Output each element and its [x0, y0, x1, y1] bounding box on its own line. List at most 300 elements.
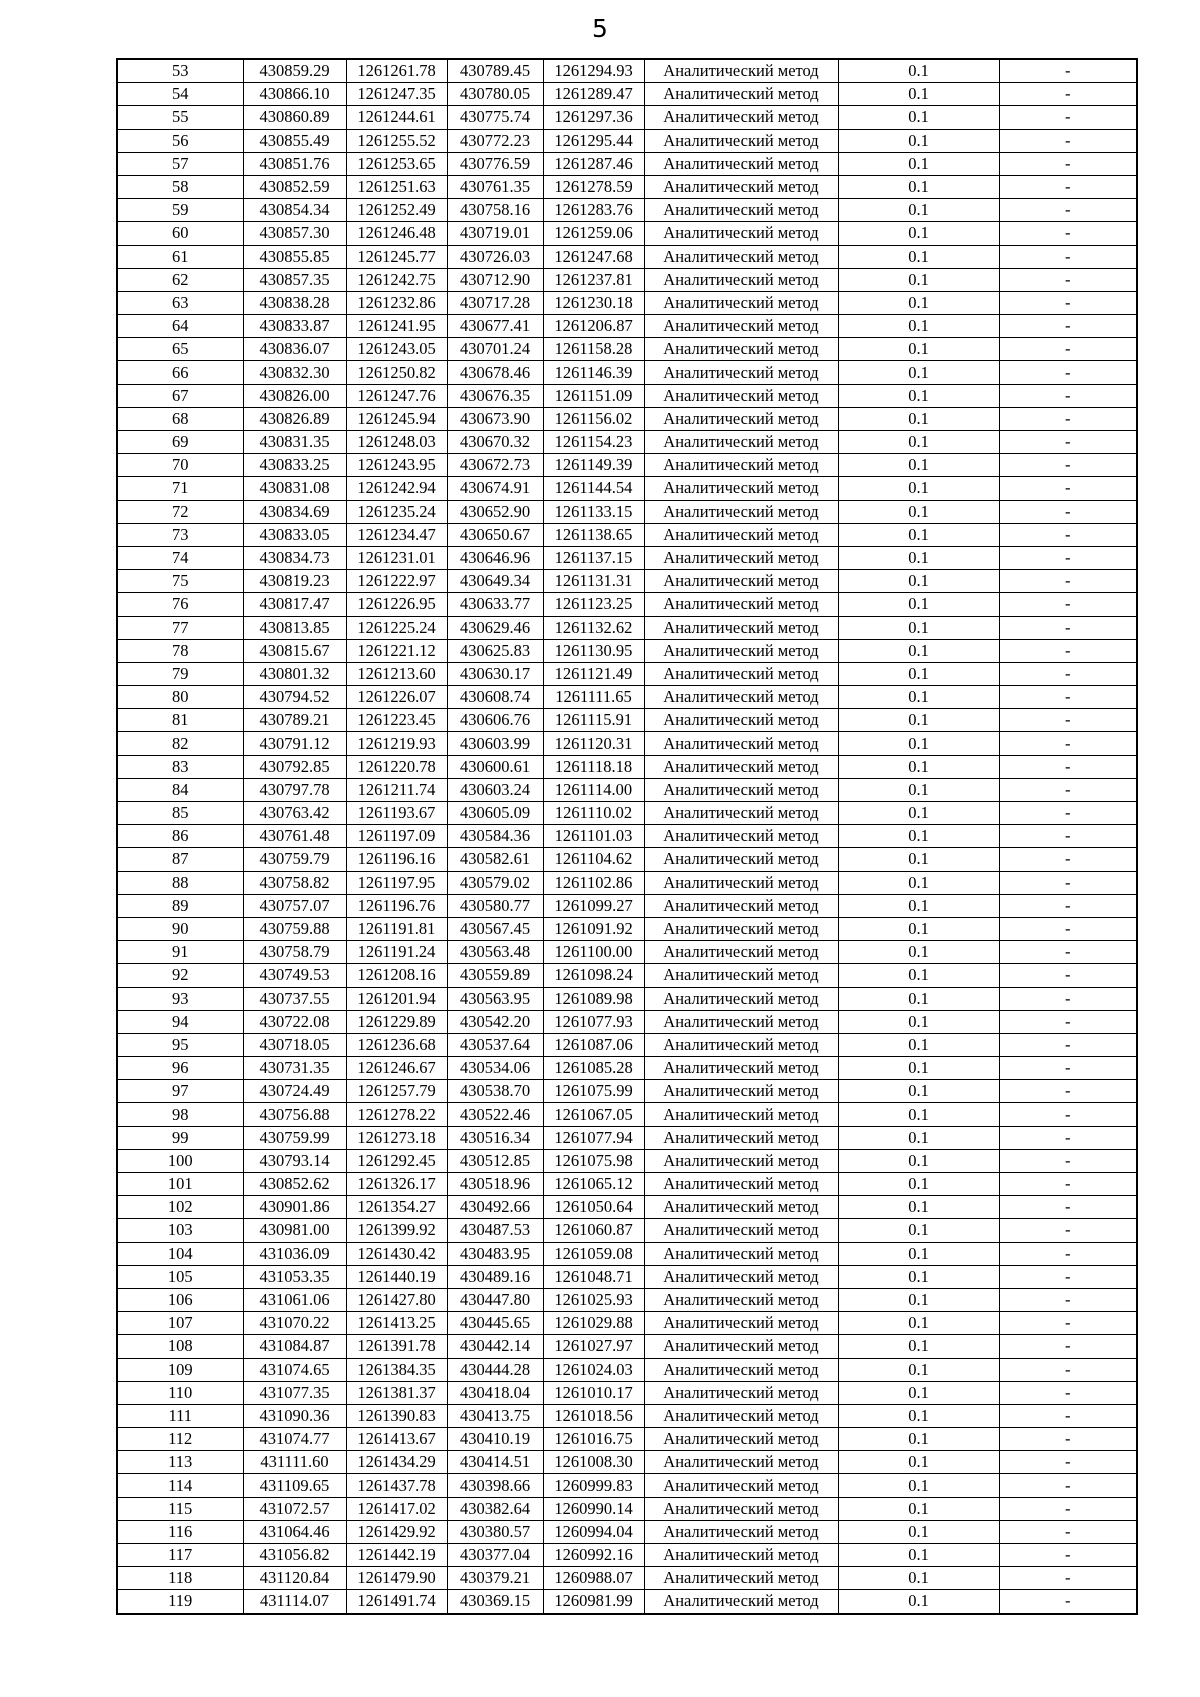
cell-y-coordinate: 1261247.35 — [346, 83, 447, 106]
cell-y-coordinate: 1261246.67 — [346, 1057, 447, 1080]
cell-point-number: 98 — [117, 1103, 243, 1126]
cell-x2-coordinate: 430563.95 — [447, 987, 543, 1010]
cell-method: Аналитический метод — [644, 268, 838, 291]
cell-note: - — [999, 1196, 1137, 1219]
cell-point-number: 78 — [117, 639, 243, 662]
cell-y2-coordinate: 1261075.99 — [543, 1080, 644, 1103]
cell-y2-coordinate: 1261010.17 — [543, 1381, 644, 1404]
cell-y2-coordinate: 1261230.18 — [543, 291, 644, 314]
cell-point-number: 81 — [117, 709, 243, 732]
cell-method: Аналитический метод — [644, 1126, 838, 1149]
cell-method: Аналитический метод — [644, 778, 838, 801]
cell-method: Аналитический метод — [644, 1312, 838, 1335]
cell-accuracy: 0.1 — [838, 407, 999, 430]
cell-x-coordinate: 430718.05 — [243, 1033, 346, 1056]
cell-accuracy: 0.1 — [838, 686, 999, 709]
cell-note: - — [999, 245, 1137, 268]
table-row — [117, 755, 1137, 778]
cell-note: - — [999, 1404, 1137, 1427]
cell-accuracy: 0.1 — [838, 1520, 999, 1543]
cell-method: Аналитический метод — [644, 802, 838, 825]
cell-x-coordinate: 430832.30 — [243, 361, 346, 384]
cell-accuracy: 0.1 — [838, 1451, 999, 1474]
cell-x2-coordinate: 430674.91 — [447, 477, 543, 500]
cell-y2-coordinate: 1261247.68 — [543, 245, 644, 268]
cell-x-coordinate: 431114.07 — [243, 1590, 346, 1614]
cell-y-coordinate: 1261242.94 — [346, 477, 447, 500]
cell-x2-coordinate: 430629.46 — [447, 616, 543, 639]
cell-accuracy: 0.1 — [838, 802, 999, 825]
cell-point-number: 96 — [117, 1057, 243, 1080]
cell-y2-coordinate: 1261144.54 — [543, 477, 644, 500]
cell-point-number: 77 — [117, 616, 243, 639]
cell-point-number: 83 — [117, 755, 243, 778]
cell-y-coordinate: 1261250.82 — [346, 361, 447, 384]
cell-x2-coordinate: 430582.61 — [447, 848, 543, 871]
cell-x-coordinate: 430855.49 — [243, 129, 346, 152]
cell-note: - — [999, 778, 1137, 801]
cell-note: - — [999, 523, 1137, 546]
cell-point-number: 80 — [117, 686, 243, 709]
cell-note: - — [999, 1219, 1137, 1242]
table-row — [117, 778, 1137, 801]
cell-note: - — [999, 338, 1137, 361]
cell-point-number: 110 — [117, 1381, 243, 1404]
cell-x-coordinate: 431111.60 — [243, 1451, 346, 1474]
cell-y2-coordinate: 1261087.06 — [543, 1033, 644, 1056]
cell-accuracy: 0.1 — [838, 1080, 999, 1103]
cell-note: - — [999, 1010, 1137, 1033]
cell-y-coordinate: 1261384.35 — [346, 1358, 447, 1381]
cell-method: Аналитический метод — [644, 1196, 838, 1219]
cell-point-number: 57 — [117, 152, 243, 175]
cell-x2-coordinate: 430789.45 — [447, 59, 543, 83]
cell-x2-coordinate: 430559.89 — [447, 964, 543, 987]
cell-accuracy: 0.1 — [838, 1219, 999, 1242]
table-row — [117, 848, 1137, 871]
cell-note: - — [999, 1567, 1137, 1590]
cell-y2-coordinate: 1261287.46 — [543, 152, 644, 175]
cell-note: - — [999, 361, 1137, 384]
cell-note: - — [999, 1057, 1137, 1080]
table-row — [117, 1057, 1137, 1080]
cell-point-number: 89 — [117, 894, 243, 917]
cell-point-number: 92 — [117, 964, 243, 987]
cell-accuracy: 0.1 — [838, 175, 999, 198]
cell-point-number: 73 — [117, 523, 243, 546]
cell-method: Аналитический метод — [644, 1149, 838, 1172]
cell-x-coordinate: 430838.28 — [243, 291, 346, 314]
cell-y-coordinate: 1261197.09 — [346, 825, 447, 848]
cell-x-coordinate: 430789.21 — [243, 709, 346, 732]
cell-accuracy: 0.1 — [838, 1149, 999, 1172]
cell-y-coordinate: 1261223.45 — [346, 709, 447, 732]
cell-y2-coordinate: 1261137.15 — [543, 546, 644, 569]
table-row — [117, 894, 1137, 917]
cell-x2-coordinate: 430563.48 — [447, 941, 543, 964]
cell-y2-coordinate: 1261133.15 — [543, 500, 644, 523]
cell-y2-coordinate: 1261060.87 — [543, 1219, 644, 1242]
table-row — [117, 291, 1137, 314]
table-row — [117, 709, 1137, 732]
cell-x-coordinate: 430834.69 — [243, 500, 346, 523]
cell-accuracy: 0.1 — [838, 1567, 999, 1590]
cell-y2-coordinate: 1261146.39 — [543, 361, 644, 384]
cell-accuracy: 0.1 — [838, 917, 999, 940]
cell-x-coordinate: 430817.47 — [243, 593, 346, 616]
cell-note: - — [999, 1173, 1137, 1196]
cell-note: - — [999, 709, 1137, 732]
cell-x2-coordinate: 430761.35 — [447, 175, 543, 198]
cell-method: Аналитический метод — [644, 848, 838, 871]
cell-accuracy: 0.1 — [838, 1010, 999, 1033]
table-row — [117, 570, 1137, 593]
cell-point-number: 109 — [117, 1358, 243, 1381]
cell-point-number: 86 — [117, 825, 243, 848]
cell-y-coordinate: 1261208.16 — [346, 964, 447, 987]
cell-point-number: 94 — [117, 1010, 243, 1033]
cell-method: Аналитический метод — [644, 1404, 838, 1427]
cell-accuracy: 0.1 — [838, 129, 999, 152]
cell-method: Аналитический метод — [644, 523, 838, 546]
cell-accuracy: 0.1 — [838, 593, 999, 616]
cell-x2-coordinate: 430775.74 — [447, 106, 543, 129]
cell-method: Аналитический метод — [644, 245, 838, 268]
cell-note: - — [999, 454, 1137, 477]
cell-y2-coordinate: 1261111.65 — [543, 686, 644, 709]
cell-y2-coordinate: 1260990.14 — [543, 1497, 644, 1520]
table-row — [117, 199, 1137, 222]
cell-accuracy: 0.1 — [838, 1242, 999, 1265]
cell-method: Аналитический метод — [644, 1057, 838, 1080]
cell-y-coordinate: 1261191.81 — [346, 917, 447, 940]
cell-y2-coordinate: 1261098.24 — [543, 964, 644, 987]
cell-method: Аналитический метод — [644, 199, 838, 222]
cell-method: Аналитический метод — [644, 825, 838, 848]
table-row — [117, 245, 1137, 268]
cell-x2-coordinate: 430369.15 — [447, 1590, 543, 1614]
table-row — [117, 1520, 1137, 1543]
cell-x2-coordinate: 430603.24 — [447, 778, 543, 801]
cell-point-number: 85 — [117, 802, 243, 825]
cell-accuracy: 0.1 — [838, 1126, 999, 1149]
table-row — [117, 1103, 1137, 1126]
cell-method: Аналитический метод — [644, 1497, 838, 1520]
cell-point-number: 115 — [117, 1497, 243, 1520]
cell-x2-coordinate: 430537.64 — [447, 1033, 543, 1056]
table-row — [117, 1080, 1137, 1103]
cell-x2-coordinate: 430678.46 — [447, 361, 543, 384]
cell-y2-coordinate: 1260988.07 — [543, 1567, 644, 1590]
cell-x2-coordinate: 430772.23 — [447, 129, 543, 152]
cell-point-number: 118 — [117, 1567, 243, 1590]
cell-x-coordinate: 430819.23 — [243, 570, 346, 593]
cell-y2-coordinate: 1261027.97 — [543, 1335, 644, 1358]
cell-accuracy: 0.1 — [838, 1103, 999, 1126]
cell-y2-coordinate: 1261121.49 — [543, 662, 644, 685]
table-row — [117, 1335, 1137, 1358]
cell-point-number: 113 — [117, 1451, 243, 1474]
cell-accuracy: 0.1 — [838, 106, 999, 129]
cell-note: - — [999, 732, 1137, 755]
cell-point-number: 72 — [117, 500, 243, 523]
cell-note: - — [999, 477, 1137, 500]
cell-accuracy: 0.1 — [838, 245, 999, 268]
cell-accuracy: 0.1 — [838, 83, 999, 106]
cell-y2-coordinate: 1261151.09 — [543, 384, 644, 407]
cell-x2-coordinate: 430584.36 — [447, 825, 543, 848]
cell-accuracy: 0.1 — [838, 1173, 999, 1196]
cell-y-coordinate: 1261391.78 — [346, 1335, 447, 1358]
cell-x2-coordinate: 430603.99 — [447, 732, 543, 755]
cell-x-coordinate: 430834.73 — [243, 546, 346, 569]
cell-note: - — [999, 987, 1137, 1010]
table-row — [117, 384, 1137, 407]
cell-x2-coordinate: 430542.20 — [447, 1010, 543, 1033]
cell-note: - — [999, 570, 1137, 593]
table-row — [117, 1474, 1137, 1497]
cell-method: Аналитический метод — [644, 1335, 838, 1358]
cell-x-coordinate: 430759.88 — [243, 917, 346, 940]
table-row — [117, 315, 1137, 338]
cell-accuracy: 0.1 — [838, 1358, 999, 1381]
cell-x2-coordinate: 430492.66 — [447, 1196, 543, 1219]
cell-y2-coordinate: 1261237.81 — [543, 268, 644, 291]
cell-y-coordinate: 1261241.95 — [346, 315, 447, 338]
cell-y2-coordinate: 1261278.59 — [543, 175, 644, 198]
cell-accuracy: 0.1 — [838, 431, 999, 454]
cell-x2-coordinate: 430516.34 — [447, 1126, 543, 1149]
cell-x2-coordinate: 430672.73 — [447, 454, 543, 477]
cell-x-coordinate: 430815.67 — [243, 639, 346, 662]
cell-x-coordinate: 430859.29 — [243, 59, 346, 83]
cell-accuracy: 0.1 — [838, 1428, 999, 1451]
cell-x-coordinate: 430797.78 — [243, 778, 346, 801]
cell-note: - — [999, 1265, 1137, 1288]
cell-note: - — [999, 1544, 1137, 1567]
cell-accuracy: 0.1 — [838, 477, 999, 500]
cell-x-coordinate: 430852.62 — [243, 1173, 346, 1196]
cell-y-coordinate: 1261261.78 — [346, 59, 447, 83]
cell-y2-coordinate: 1261118.18 — [543, 755, 644, 778]
cell-method: Аналитический метод — [644, 500, 838, 523]
cell-y2-coordinate: 1260994.04 — [543, 1520, 644, 1543]
cell-y2-coordinate: 1261156.02 — [543, 407, 644, 430]
cell-x-coordinate: 430731.35 — [243, 1057, 346, 1080]
cell-y2-coordinate: 1261048.71 — [543, 1265, 644, 1288]
cell-x-coordinate: 430826.89 — [243, 407, 346, 430]
page-number: 5 — [592, 14, 608, 43]
cell-y2-coordinate: 1261259.06 — [543, 222, 644, 245]
cell-x2-coordinate: 430413.75 — [447, 1404, 543, 1427]
cell-x-coordinate: 431074.77 — [243, 1428, 346, 1451]
cell-y2-coordinate: 1261100.00 — [543, 941, 644, 964]
cell-method: Аналитический метод — [644, 546, 838, 569]
cell-x-coordinate: 431070.22 — [243, 1312, 346, 1335]
cell-method: Аналитический метод — [644, 1474, 838, 1497]
cell-point-number: 79 — [117, 662, 243, 685]
table-body — [117, 59, 1137, 1614]
cell-x2-coordinate: 430445.65 — [447, 1312, 543, 1335]
cell-x2-coordinate: 430608.74 — [447, 686, 543, 709]
cell-point-number: 63 — [117, 291, 243, 314]
cell-y-coordinate: 1261235.24 — [346, 500, 447, 523]
table-row — [117, 1219, 1137, 1242]
cell-x-coordinate: 431064.46 — [243, 1520, 346, 1543]
cell-note: - — [999, 964, 1137, 987]
cell-point-number: 59 — [117, 199, 243, 222]
cell-x2-coordinate: 430650.67 — [447, 523, 543, 546]
cell-x-coordinate: 430724.49 — [243, 1080, 346, 1103]
cell-x2-coordinate: 430444.28 — [447, 1358, 543, 1381]
cell-method: Аналитический метод — [644, 686, 838, 709]
cell-note: - — [999, 1335, 1137, 1358]
cell-y2-coordinate: 1261294.93 — [543, 59, 644, 83]
cell-x-coordinate: 430791.12 — [243, 732, 346, 755]
cell-x-coordinate: 431120.84 — [243, 1567, 346, 1590]
cell-y-coordinate: 1261242.75 — [346, 268, 447, 291]
cell-point-number: 76 — [117, 593, 243, 616]
cell-point-number: 99 — [117, 1126, 243, 1149]
table-row — [117, 500, 1137, 523]
table-row — [117, 454, 1137, 477]
cell-x2-coordinate: 430726.03 — [447, 245, 543, 268]
cell-point-number: 91 — [117, 941, 243, 964]
cell-y2-coordinate: 1261283.76 — [543, 199, 644, 222]
cell-y-coordinate: 1261413.67 — [346, 1428, 447, 1451]
cell-y-coordinate: 1261292.45 — [346, 1149, 447, 1172]
cell-x2-coordinate: 430377.04 — [447, 1544, 543, 1567]
cell-method: Аналитический метод — [644, 1010, 838, 1033]
cell-x-coordinate: 430758.82 — [243, 871, 346, 894]
cell-y2-coordinate: 1261077.94 — [543, 1126, 644, 1149]
cell-y2-coordinate: 1261075.98 — [543, 1149, 644, 1172]
cell-x-coordinate: 430854.34 — [243, 199, 346, 222]
cell-x-coordinate: 430826.00 — [243, 384, 346, 407]
cell-y-coordinate: 1261247.76 — [346, 384, 447, 407]
cell-y-coordinate: 1261253.65 — [346, 152, 447, 175]
cell-method: Аналитический метод — [644, 1428, 838, 1451]
cell-y2-coordinate: 1261297.36 — [543, 106, 644, 129]
cell-note: - — [999, 848, 1137, 871]
cell-note: - — [999, 129, 1137, 152]
cell-note: - — [999, 152, 1137, 175]
cell-y-coordinate: 1261191.24 — [346, 941, 447, 964]
table-row — [117, 871, 1137, 894]
cell-method: Аналитический метод — [644, 1590, 838, 1614]
cell-y2-coordinate: 1261130.95 — [543, 639, 644, 662]
cell-accuracy: 0.1 — [838, 755, 999, 778]
cell-x-coordinate: 430852.59 — [243, 175, 346, 198]
cell-accuracy: 0.1 — [838, 338, 999, 361]
cell-x2-coordinate: 430719.01 — [447, 222, 543, 245]
cell-accuracy: 0.1 — [838, 1265, 999, 1288]
cell-point-number: 54 — [117, 83, 243, 106]
cell-x-coordinate: 430758.79 — [243, 941, 346, 964]
cell-accuracy: 0.1 — [838, 987, 999, 1010]
cell-y2-coordinate: 1261025.93 — [543, 1288, 644, 1311]
cell-x2-coordinate: 430776.59 — [447, 152, 543, 175]
cell-y-coordinate: 1261197.95 — [346, 871, 447, 894]
cell-x-coordinate: 430857.35 — [243, 268, 346, 291]
cell-x2-coordinate: 430625.83 — [447, 639, 543, 662]
cell-point-number: 103 — [117, 1219, 243, 1242]
cell-y-coordinate: 1261193.67 — [346, 802, 447, 825]
cell-note: - — [999, 431, 1137, 454]
cell-note: - — [999, 1497, 1137, 1520]
cell-y-coordinate: 1261234.47 — [346, 523, 447, 546]
cell-y-coordinate: 1261399.92 — [346, 1219, 447, 1242]
cell-x2-coordinate: 430677.41 — [447, 315, 543, 338]
cell-method: Аналитический метод — [644, 1544, 838, 1567]
cell-y-coordinate: 1261226.07 — [346, 686, 447, 709]
cell-note: - — [999, 917, 1137, 940]
cell-y-coordinate: 1261229.89 — [346, 1010, 447, 1033]
table-row — [117, 1358, 1137, 1381]
cell-y2-coordinate: 1261008.30 — [543, 1451, 644, 1474]
cell-note: - — [999, 106, 1137, 129]
cell-x-coordinate: 430759.99 — [243, 1126, 346, 1149]
cell-x-coordinate: 430833.25 — [243, 454, 346, 477]
cell-point-number: 64 — [117, 315, 243, 338]
cell-x2-coordinate: 430717.28 — [447, 291, 543, 314]
table-row — [117, 83, 1137, 106]
cell-y-coordinate: 1261417.02 — [346, 1497, 447, 1520]
cell-x-coordinate: 430833.05 — [243, 523, 346, 546]
cell-y2-coordinate: 1261089.98 — [543, 987, 644, 1010]
cell-y2-coordinate: 1261110.02 — [543, 802, 644, 825]
cell-y-coordinate: 1261278.22 — [346, 1103, 447, 1126]
cell-x2-coordinate: 430483.95 — [447, 1242, 543, 1265]
cell-y2-coordinate: 1261138.65 — [543, 523, 644, 546]
cell-y-coordinate: 1261434.29 — [346, 1451, 447, 1474]
cell-method: Аналитический метод — [644, 291, 838, 314]
table-row — [117, 361, 1137, 384]
cell-x-coordinate: 430831.35 — [243, 431, 346, 454]
cell-point-number: 60 — [117, 222, 243, 245]
cell-x-coordinate: 430801.32 — [243, 662, 346, 685]
cell-note: - — [999, 1358, 1137, 1381]
cell-method: Аналитический метод — [644, 732, 838, 755]
cell-x2-coordinate: 430567.45 — [447, 917, 543, 940]
cell-note: - — [999, 1242, 1137, 1265]
cell-note: - — [999, 871, 1137, 894]
cell-x2-coordinate: 430538.70 — [447, 1080, 543, 1103]
table-row — [117, 1497, 1137, 1520]
cell-note: - — [999, 1080, 1137, 1103]
cell-accuracy: 0.1 — [838, 709, 999, 732]
table-row — [117, 1126, 1137, 1149]
cell-note: - — [999, 616, 1137, 639]
cell-point-number: 74 — [117, 546, 243, 569]
cell-x2-coordinate: 430382.64 — [447, 1497, 543, 1520]
cell-x2-coordinate: 430633.77 — [447, 593, 543, 616]
cell-y-coordinate: 1261211.74 — [346, 778, 447, 801]
cell-y2-coordinate: 1261154.23 — [543, 431, 644, 454]
cell-x2-coordinate: 430534.06 — [447, 1057, 543, 1080]
cell-x-coordinate: 431061.06 — [243, 1288, 346, 1311]
cell-method: Аналитический метод — [644, 384, 838, 407]
table-row — [117, 59, 1137, 83]
cell-x2-coordinate: 430701.24 — [447, 338, 543, 361]
cell-y-coordinate: 1261273.18 — [346, 1126, 447, 1149]
cell-method: Аналитический метод — [644, 129, 838, 152]
cell-y2-coordinate: 1261295.44 — [543, 129, 644, 152]
cell-note: - — [999, 83, 1137, 106]
cell-accuracy: 0.1 — [838, 1590, 999, 1614]
cell-y-coordinate: 1261246.48 — [346, 222, 447, 245]
table-row — [117, 1173, 1137, 1196]
